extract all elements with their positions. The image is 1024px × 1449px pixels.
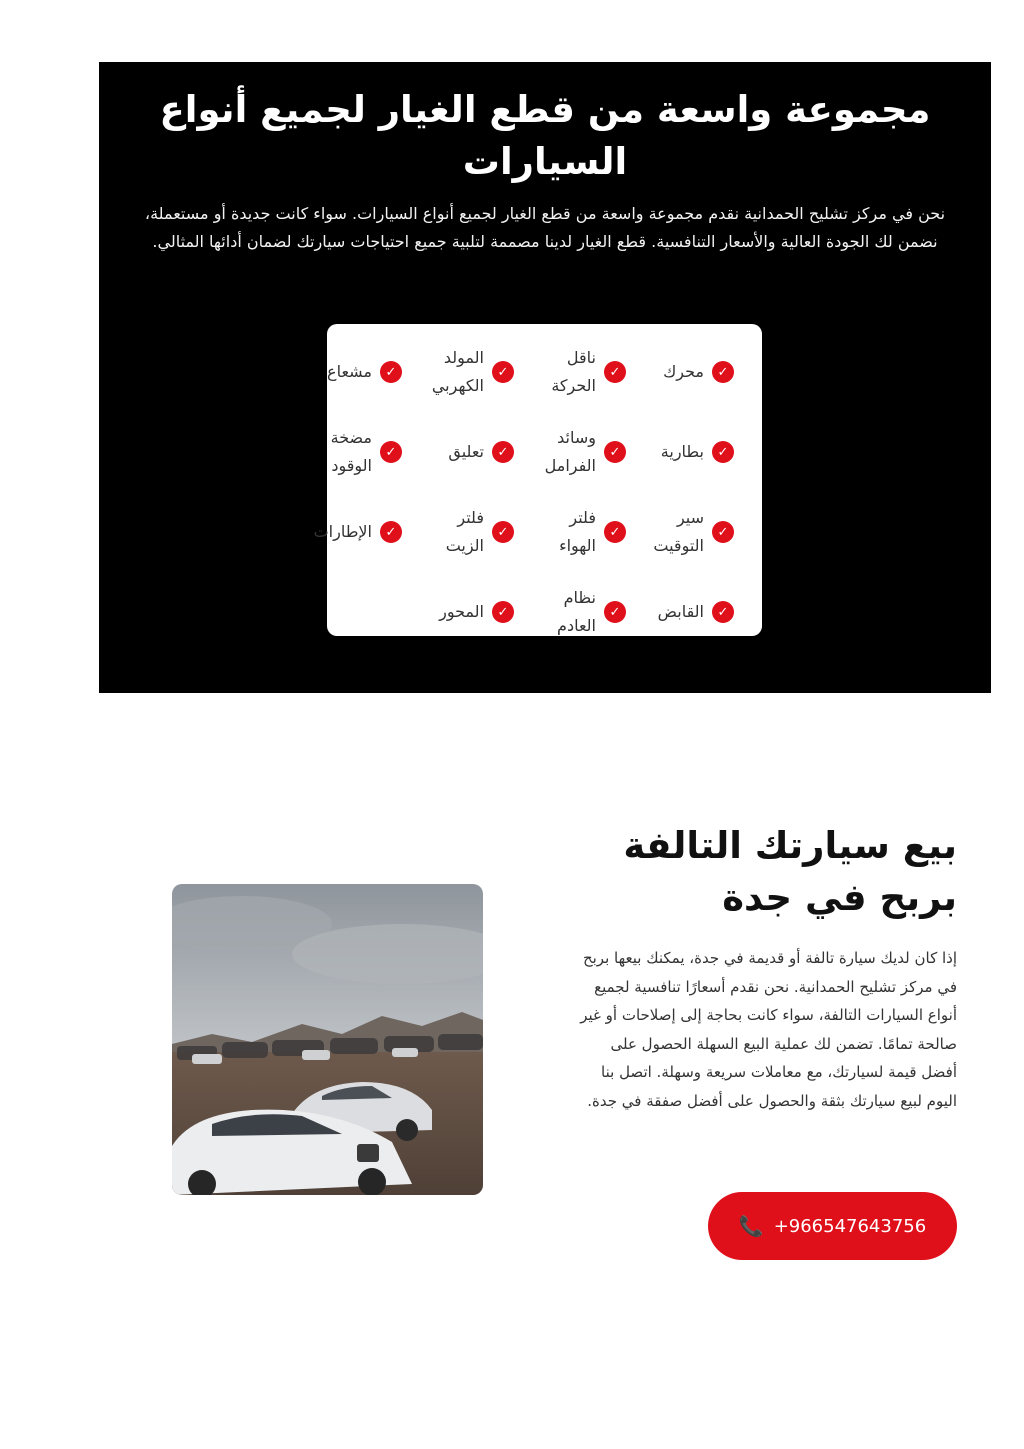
check-circle-icon: ✓ [492,601,514,623]
part-label: ناقل الحركة [551,348,596,395]
part-item [430,344,542,400]
part-item [542,584,654,640]
part-item [654,584,762,640]
part-item [654,424,762,480]
part-item [430,504,542,560]
check-circle-icon: ✓ [604,601,626,623]
check-circle-icon: ✓ [712,601,734,623]
check-circle-icon: ✓ [380,441,402,463]
part-item [430,584,542,640]
check-circle-icon: ✓ [712,361,734,383]
parts-list [313,344,762,664]
part-item [542,424,654,480]
phone-call-button[interactable] [708,1192,957,1260]
part-label: فلتر الهواء [559,508,596,555]
part-label: فلتر الزيت [445,508,484,555]
part-item [542,504,654,560]
part-item [327,344,430,400]
check-circle-icon: ✓ [604,441,626,463]
parts-card [313,324,762,636]
sell-title: بيع سيارتك التالفة بربح في جدة [623,824,957,919]
hero-title: مجموعة واسعة من قطع الغيار لجميع أنواع السيارات [159,88,931,183]
check-circle-icon: ✓ [380,361,402,383]
junkyard-photo-illustration [172,884,483,1195]
part-item [430,424,542,480]
junkyard-photo [172,884,483,1195]
part-label: الإطارات [313,522,372,541]
part-item [654,344,762,400]
part-item [313,504,430,560]
check-circle-icon: ✓ [604,521,626,543]
part-label: نظام العادم [557,588,596,635]
part-label: المحور [439,602,484,621]
check-circle-icon: ✓ [604,361,626,383]
phone-number: +966547643756 [773,1215,927,1237]
part-label: بطارية [660,442,704,461]
check-circle-icon: ✓ [492,361,514,383]
sell-description: إذا كان لديك سيارة تالفة أو قديمة في جدة، يمكنك بيعها بربح في مركز تشليح الحمدانية. نحن نقدم أسعارًا تنافسية لجميع أنواع السيارات التالفة، سواء كانت بحاجة إلى إصلاحات أو غير صالحة تمامًا. تضمن لك عملية البيع السهلة الحصول على أفضل قيمة لسيارتك، مع معاملات سريعة وسهلة. اتصل بنا اليوم لبيع سيارتك بثقة والحصول على أفضل صفقة في جدة. [580,949,957,1110]
part-item [542,344,654,400]
part-item [654,504,762,560]
part-label: القابض [657,602,704,621]
hero-description: نحن في مركز تشليح الحمدانية نقدم مجموعة واسعة من قطع الغيار لجميع أنواع السيارات. سواء كانت جديدة أو مستعملة، نضمن لك الجودة العالية والأسعار التنافسية. قطع الغيار لدينا مصممة لتلبية جميع احتياجات سيارتك لضمان أدائها المثالي. [144,204,946,251]
check-circle-icon: ✓ [492,521,514,543]
part-label: سير التوقيت [653,508,704,555]
part-label: تعليق [448,442,484,461]
phone-icon: 📞 [738,1214,764,1238]
check-circle-icon: ✓ [380,521,402,543]
check-circle-icon: ✓ [712,441,734,463]
hero-section [99,62,991,693]
part-label: مشعاع [327,362,372,381]
part-label: المولد الكهربي [431,348,484,395]
part-label: مضخة الوقود [330,428,372,475]
part-label: وسائد الفرامل [544,428,596,475]
part-item [327,424,430,480]
check-circle-icon: ✓ [492,441,514,463]
part-label: محرك [663,362,704,381]
check-circle-icon: ✓ [712,521,734,543]
